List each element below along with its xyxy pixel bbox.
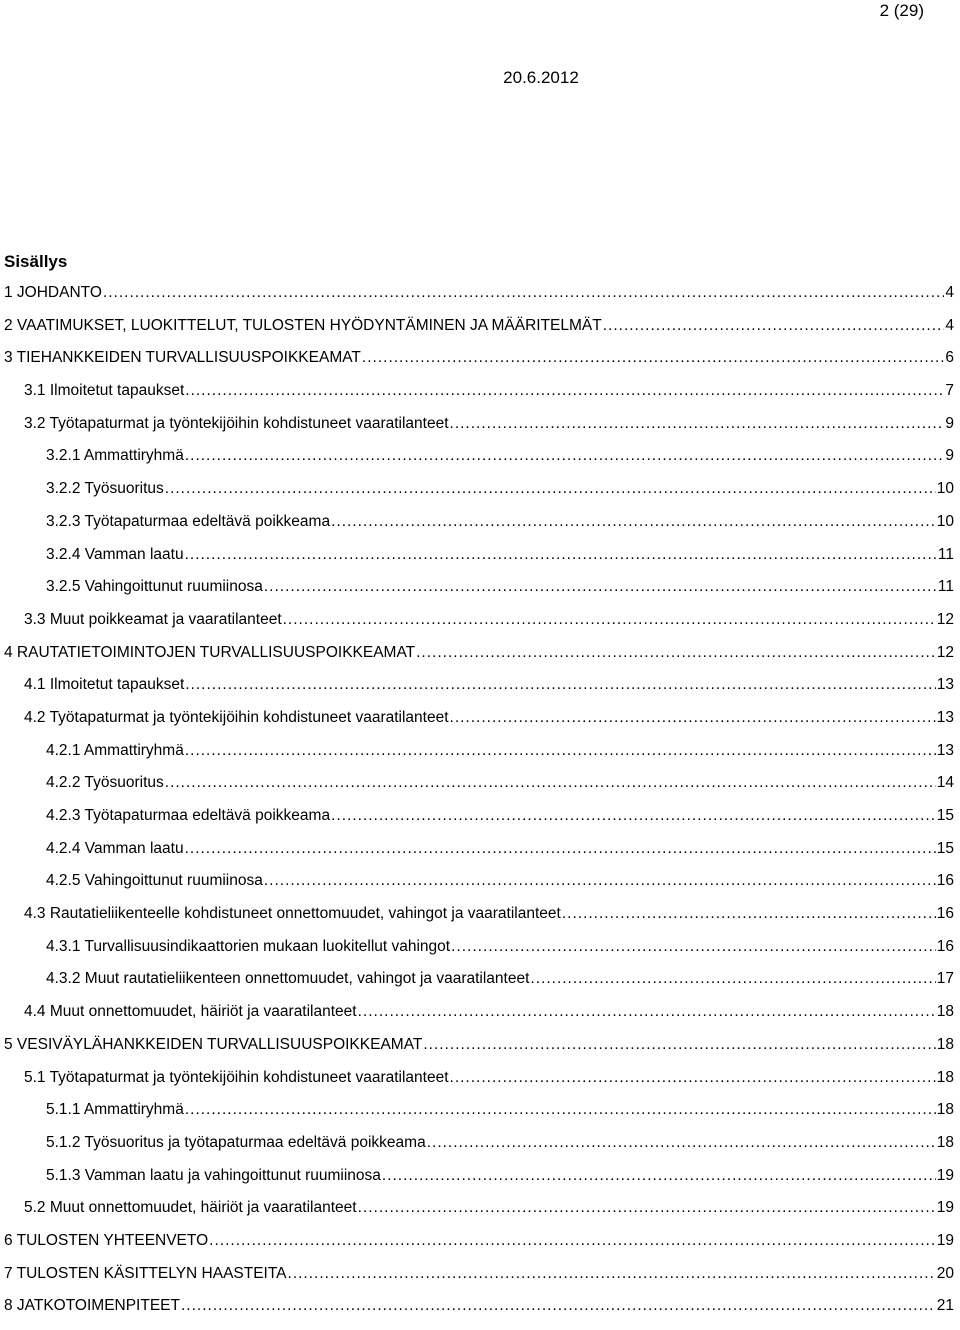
toc-entry[interactable] [4, 644, 954, 677]
page-number: 2 (29) [879, 1, 924, 20]
toc-dot-leader [165, 774, 936, 792]
toc-dot-leader [209, 1232, 936, 1250]
toc-entry-page: 15 [936, 839, 954, 857]
toc-entry-title: 4 RAUTATIETOIMINTOJEN TURVALLISUUSPOIKKEAMAT [4, 643, 416, 661]
toc-entry[interactable] [4, 480, 954, 513]
toc-entry-page: 9 [945, 414, 954, 432]
toc-entry-page: 16 [936, 872, 954, 890]
toc-entry-title: 3 TIEHANKKEIDEN TURVALLISUUSPOIKKEAMAT [4, 349, 361, 367]
toc-entry[interactable] [4, 317, 954, 350]
toc-entry-page: 20 [936, 1264, 954, 1282]
toc-entry-title: 5.1.1 Ammattiryhmä [46, 1101, 184, 1119]
toc-dot-leader [331, 513, 936, 531]
toc-entry-page: 17 [936, 970, 954, 988]
toc-dot-leader [185, 1101, 936, 1119]
toc-entry[interactable] [4, 709, 954, 742]
toc-entry-page: 15 [936, 807, 954, 824]
table-of-contents [4, 284, 954, 1330]
toc-entry-page: 10 [936, 512, 954, 530]
toc-dot-leader [185, 840, 936, 858]
toc-dot-leader [185, 546, 937, 564]
toc-entry-page: 21 [936, 1297, 954, 1315]
toc-entry[interactable] [4, 807, 954, 840]
toc-entry-page: 19 [936, 1199, 954, 1217]
toc-entry-title: 4.2.2 Työsuoritus [46, 774, 164, 792]
toc-entry-title: 4.2.1 Ammattiryhmä [46, 741, 184, 759]
toc-dot-leader [451, 938, 936, 956]
toc-dot-leader [450, 1069, 936, 1087]
toc-entry[interactable] [4, 938, 954, 971]
toc-dot-leader [331, 807, 936, 825]
toc-entry-title: 3.2.5 Vahingoittunut ruumiinosa [46, 578, 263, 596]
toc-entry[interactable] [4, 905, 954, 938]
toc-entry-title: 3.3 Muut poikkeamat ja vaaratilanteet [24, 610, 282, 628]
toc-dot-leader [185, 447, 945, 465]
toc-entry-page: 13 [936, 676, 954, 694]
toc-dot-leader [362, 349, 944, 367]
toc-entry-title: 5 VESIVÄYLÄHANKKEIDEN TURVALLISUUSPOIKKEAMAT [4, 1035, 423, 1053]
toc-dot-leader [185, 382, 944, 400]
toc-entry-page: 18 [936, 1003, 954, 1021]
toc-dot-leader [450, 709, 936, 727]
toc-entry-title: 1 JOHDANTO [4, 284, 102, 301]
toc-dot-leader [264, 578, 937, 596]
toc-dot-leader [358, 1003, 936, 1021]
toc-entry[interactable] [4, 578, 954, 611]
toc-dot-leader [264, 872, 936, 890]
toc-entry[interactable] [4, 1199, 954, 1232]
toc-entry-title: 3.2.4 Vamman laatu [46, 545, 184, 563]
toc-entry-page: 16 [936, 937, 954, 955]
toc-entry-title: 4.1 Ilmoitetut tapaukset [24, 676, 185, 694]
toc-heading: Sisällys [4, 252, 68, 271]
toc-entry-title: 4.3.1 Turvallisuusindikaattorien mukaan luokitellut vahingot [46, 937, 451, 955]
toc-dot-leader [450, 415, 945, 433]
toc-dot-leader [530, 970, 935, 988]
toc-dot-leader [185, 676, 935, 694]
toc-entry[interactable] [4, 1297, 954, 1330]
toc-entry[interactable] [4, 1003, 954, 1036]
toc-entry-page: 19 [936, 1166, 954, 1184]
toc-dot-leader [283, 611, 936, 629]
toc-dot-leader [181, 1297, 936, 1315]
toc-entry[interactable] [4, 415, 954, 448]
toc-entry[interactable] [4, 513, 954, 546]
toc-entry-page: 12 [936, 643, 954, 661]
toc-entry-title: 2 VAATIMUKSET, LUOKITTELUT, TULOSTEN HYÖDYNTÄMINEN JA MÄÄRITELMÄT [4, 316, 602, 334]
toc-entry-title: 6 TULOSTEN YHTEENVETO [4, 1231, 209, 1249]
toc-entry-title: 4.2.4 Vamman laatu [46, 839, 184, 857]
toc-entry[interactable] [4, 774, 954, 807]
toc-entry-title: 4.2.3 Työtapaturmaa edeltävä poikkeama [46, 807, 331, 824]
toc-entry[interactable] [4, 742, 954, 775]
toc-entry-page: 14 [936, 774, 954, 792]
toc-entry-page: 6 [945, 349, 954, 367]
toc-entry[interactable] [4, 1069, 954, 1102]
toc-entry-page: 4 [945, 316, 954, 334]
toc-entry-page: 11 [937, 545, 954, 563]
toc-entry-page: 13 [936, 708, 954, 726]
toc-dot-leader [288, 1265, 936, 1283]
toc-entry-page: 18 [936, 1035, 954, 1053]
toc-entry-page: 10 [936, 480, 954, 498]
toc-entry[interactable] [4, 1101, 954, 1134]
toc-entry[interactable] [4, 840, 954, 873]
toc-entry[interactable] [4, 1232, 954, 1265]
toc-entry-title: 3.2 Työtapaturmat ja työntekijöihin kohdistuneet vaaratilanteet [24, 414, 449, 432]
toc-entry[interactable] [4, 676, 954, 709]
toc-entry-title: 5.2 Muut onnettomuudet, häiriöt ja vaaratilanteet [24, 1199, 357, 1217]
toc-entry-page: 11 [937, 578, 954, 596]
toc-entry[interactable] [4, 1167, 954, 1200]
toc-entry-title: 4.2 Työtapaturmat ja työntekijöihin kohdistuneet vaaratilanteet [24, 708, 449, 726]
toc-dot-leader [603, 317, 945, 335]
toc-entry-title: 5.1 Työtapaturmat ja työntekijöihin kohdistuneet vaaratilanteet [24, 1068, 449, 1086]
toc-dot-leader [103, 284, 944, 302]
toc-entry-page: 4 [945, 284, 954, 301]
toc-entry[interactable] [4, 349, 954, 382]
toc-entry-page: 9 [945, 447, 954, 465]
toc-entry-page: 16 [936, 905, 954, 923]
toc-entry[interactable] [4, 611, 954, 644]
toc-entry-page: 18 [936, 1068, 954, 1086]
toc-entry[interactable] [4, 1036, 954, 1069]
toc-entry[interactable] [4, 546, 954, 579]
toc-dot-leader [427, 1134, 936, 1152]
toc-entry-page: 18 [936, 1133, 954, 1151]
toc-entry-title: 4.2.5 Vahingoittunut ruumiinosa [46, 872, 263, 890]
toc-dot-leader [358, 1199, 936, 1217]
toc-entry[interactable] [4, 284, 954, 317]
toc-entry-title: 5.1.3 Vamman laatu ja vahingoittunut ruumiinosa [46, 1166, 381, 1184]
toc-dot-leader [382, 1167, 936, 1185]
toc-entry[interactable] [4, 382, 954, 415]
toc-dot-leader [562, 905, 936, 923]
toc-entry-title: 3.1 Ilmoitetut tapaukset [24, 382, 185, 400]
toc-entry-title: 4.3 Rautatieliikenteelle kohdistuneet onnettomuudet, vahingot ja vaaratilanteet [24, 905, 561, 923]
toc-entry[interactable] [4, 872, 954, 905]
toc-entry-title: 3.2.2 Työsuoritus [46, 480, 164, 498]
toc-dot-leader [423, 1036, 935, 1054]
document-date: 20.6.2012 [503, 68, 579, 87]
toc-entry-page: 13 [936, 741, 954, 759]
toc-entry-page: 7 [945, 382, 954, 400]
toc-entry-title: 4.3.2 Muut rautatieliikenteen onnettomuudet, vahingot ja vaaratilanteet [46, 970, 530, 988]
toc-entry-title: 3.2.3 Työtapaturmaa edeltävä poikkeama [46, 512, 331, 530]
toc-entry[interactable] [4, 970, 954, 1003]
toc-entry[interactable] [4, 1265, 954, 1298]
toc-dot-leader [165, 480, 936, 498]
toc-entry-title: 4.4 Muut onnettomuudet, häiriöt ja vaaratilanteet [24, 1003, 357, 1021]
toc-entry-title: 8 JATKOTOIMENPITEET [4, 1297, 180, 1315]
toc-entry-page: 19 [936, 1231, 954, 1249]
toc-dot-leader [416, 644, 936, 662]
toc-entry-title: 3.2.1 Ammattiryhmä [46, 447, 184, 465]
toc-entry-page: 12 [936, 610, 954, 628]
toc-entry-page: 18 [936, 1101, 954, 1119]
toc-entry-title: 7 TULOSTEN KÄSITTELYN HAASTEITA [4, 1264, 287, 1282]
toc-entry-title: 5.1.2 Työsuoritus ja työtapaturmaa edeltävä poikkeama [46, 1133, 426, 1151]
toc-dot-leader [185, 742, 936, 760]
toc-entry[interactable] [4, 1134, 954, 1167]
toc-entry[interactable] [4, 447, 954, 480]
